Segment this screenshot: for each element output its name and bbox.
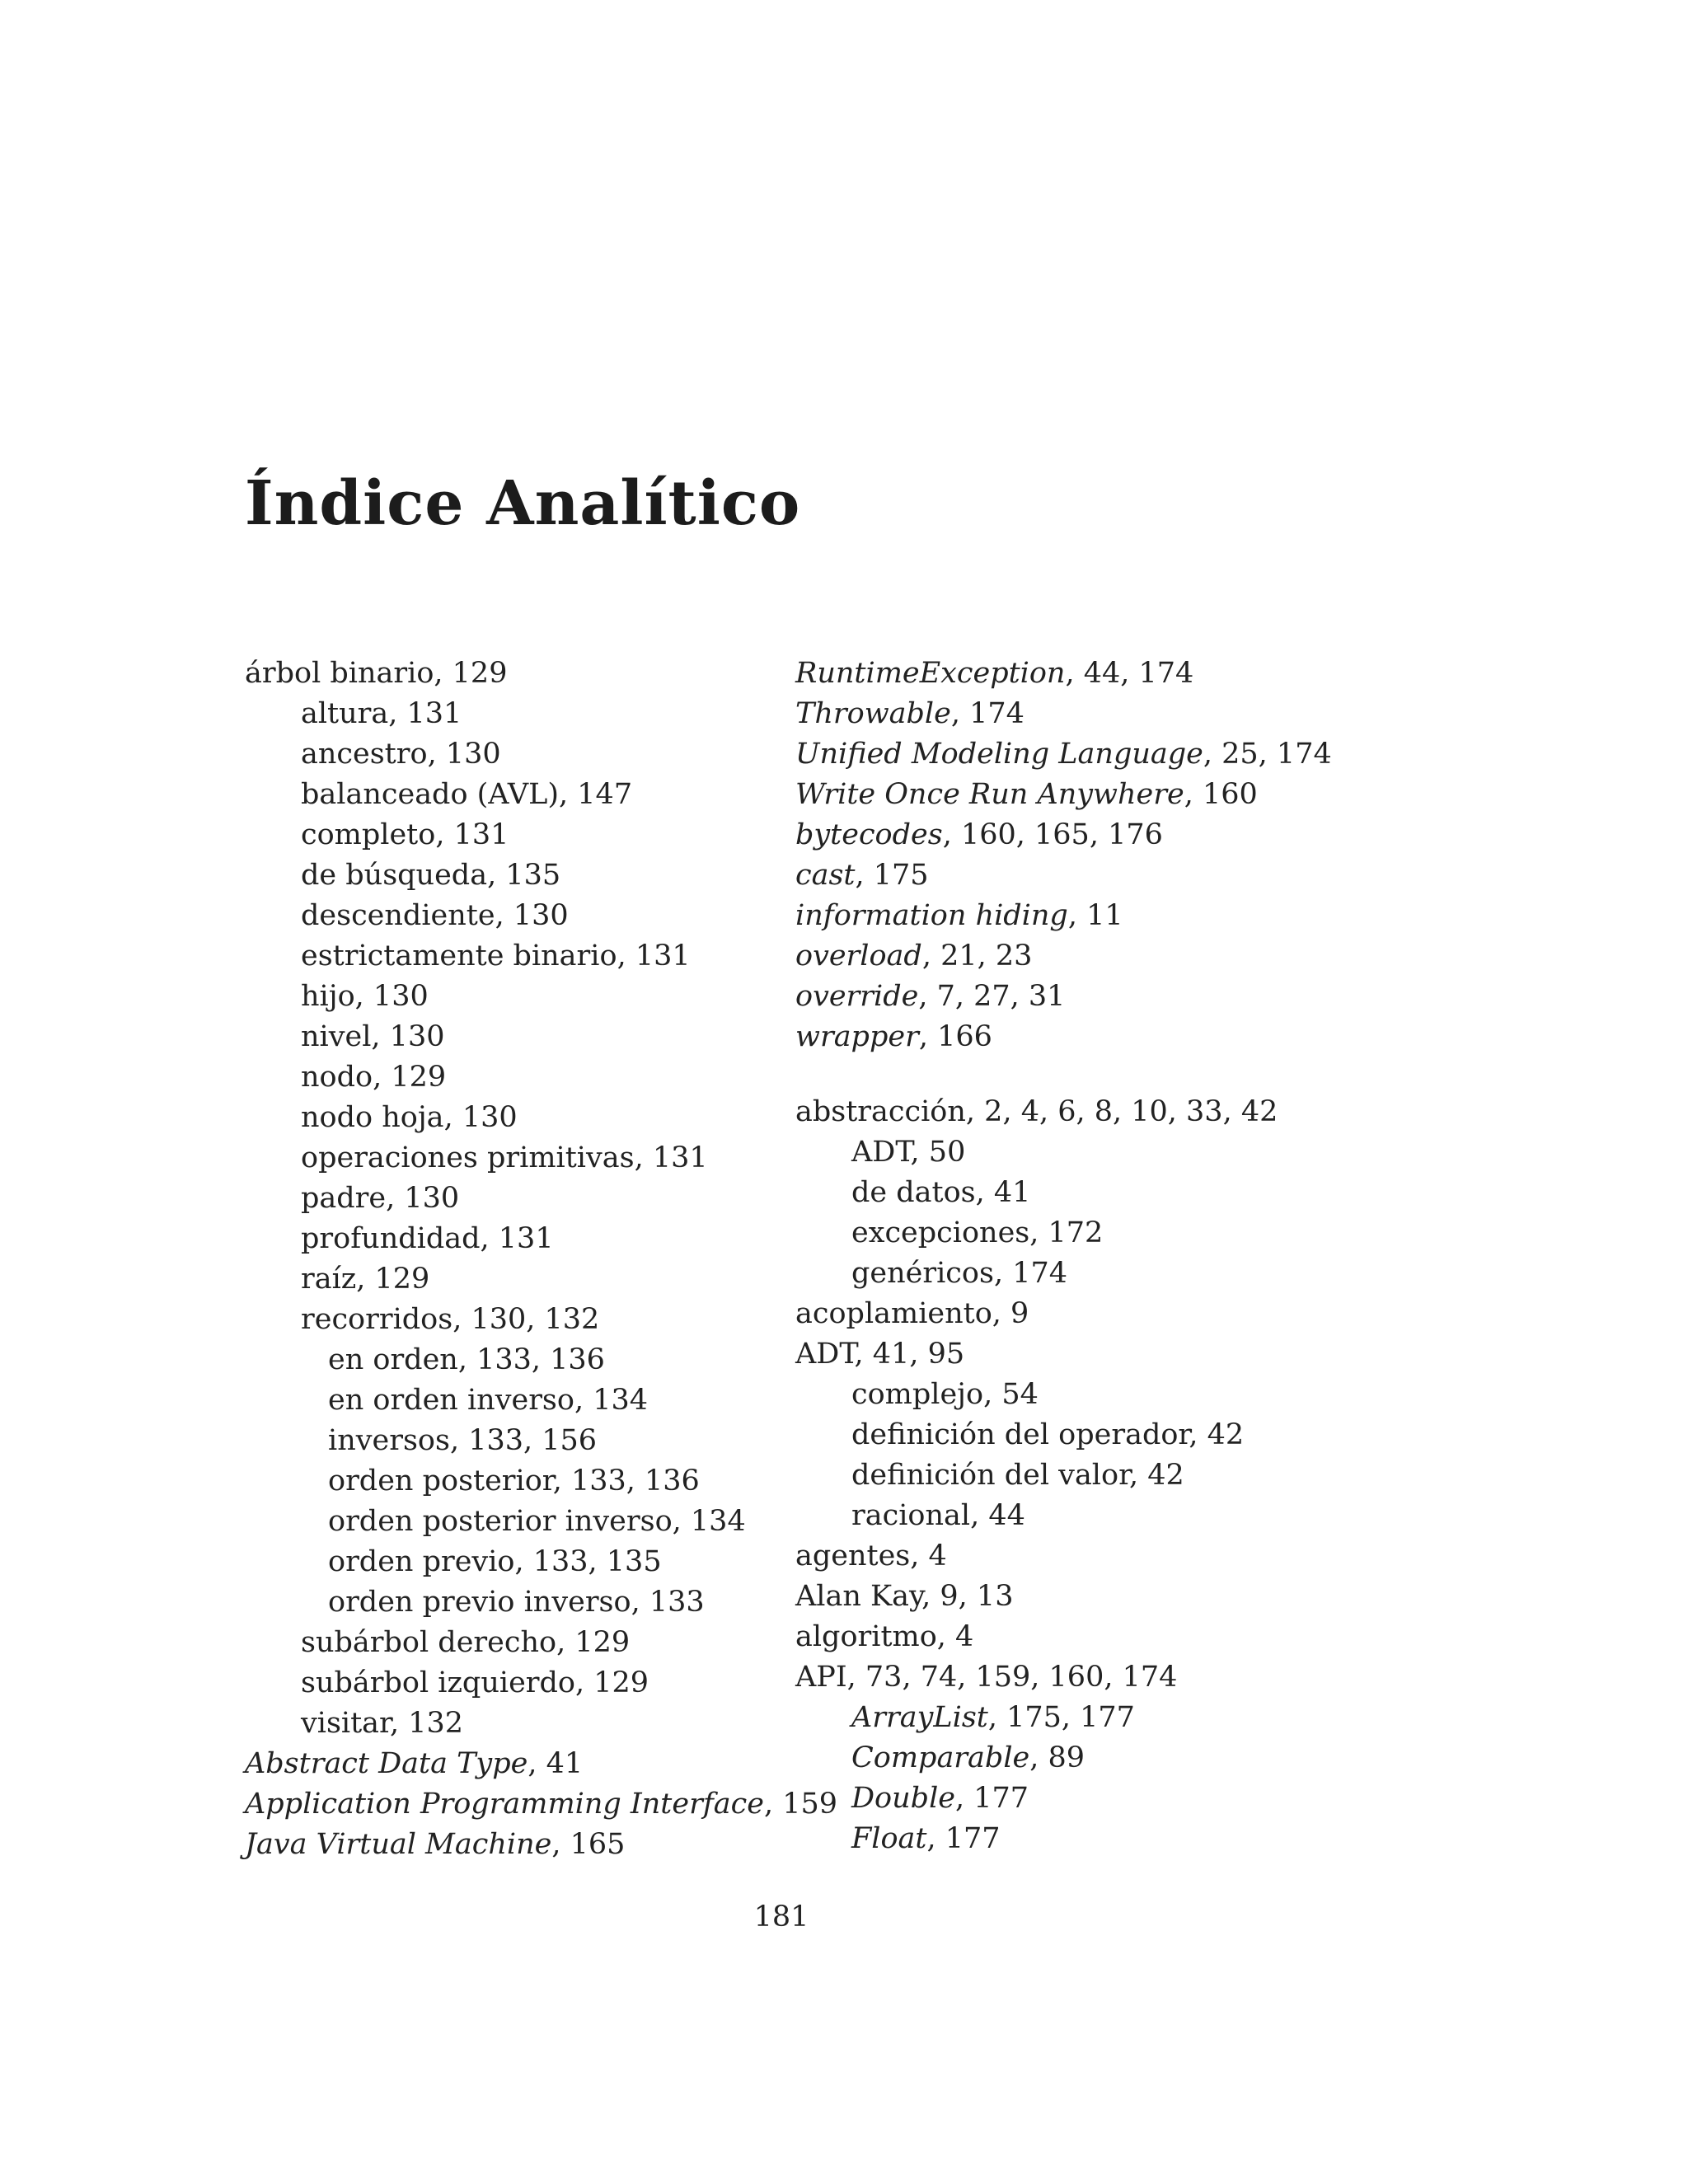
index-term: subárbol izquierdo bbox=[301, 1666, 575, 1699]
index-subentry bbox=[795, 1213, 1332, 1254]
index-page-refs: , 44, 174 bbox=[1065, 657, 1194, 690]
index-subentry bbox=[795, 1455, 1332, 1496]
index-page-refs: , 21, 23 bbox=[921, 940, 1033, 972]
index-term: de datos bbox=[851, 1176, 976, 1209]
index-entry bbox=[795, 977, 1332, 1017]
index-term: nodo hoja bbox=[301, 1101, 444, 1134]
index-entry bbox=[795, 815, 1332, 855]
index-page-refs: , 177 bbox=[926, 1822, 1001, 1855]
index-page-refs: , 130, 132 bbox=[452, 1303, 600, 1336]
index-term: Unified Modeling Language bbox=[795, 738, 1203, 771]
index-page-refs: , 132 bbox=[389, 1707, 464, 1740]
index-term: altura bbox=[301, 697, 389, 730]
index-term: cast bbox=[795, 859, 856, 892]
index-page-refs: , 25, 174 bbox=[1203, 738, 1332, 771]
index-term: nivel bbox=[301, 1020, 372, 1053]
index-term: hijo bbox=[301, 980, 355, 1013]
index-term: profundidad bbox=[301, 1222, 481, 1255]
index-term: ADT bbox=[795, 1338, 855, 1371]
index-term: ArrayList bbox=[851, 1701, 988, 1734]
index-page-refs: , 42 bbox=[1128, 1459, 1184, 1492]
index-term: Write Once Run Anywhere bbox=[795, 778, 1184, 811]
index-subentry bbox=[245, 1057, 837, 1098]
index-page-refs: , 4 bbox=[936, 1620, 974, 1653]
index-subentry bbox=[245, 694, 837, 734]
index-term: Comparable bbox=[851, 1741, 1030, 1774]
index-term: ancestro bbox=[301, 738, 428, 771]
index-page-refs: , 147 bbox=[559, 778, 633, 811]
index-subentry bbox=[795, 1496, 1332, 1536]
index-page-refs: , 133, 136 bbox=[457, 1343, 605, 1376]
index-entry bbox=[795, 1577, 1332, 1617]
index-page-refs: , 7, 27, 31 bbox=[918, 980, 1066, 1013]
index-page-refs: , 50 bbox=[910, 1136, 966, 1169]
index-page-refs: , 133 bbox=[631, 1586, 705, 1619]
index-subentry bbox=[245, 775, 837, 815]
index-term: orden posterior bbox=[328, 1465, 553, 1497]
index-term: racional bbox=[851, 1499, 971, 1532]
index-entry bbox=[795, 855, 1332, 896]
index-entry bbox=[795, 734, 1332, 775]
index-entry bbox=[245, 1825, 837, 1865]
index-page-refs: , 134 bbox=[574, 1384, 649, 1417]
index-page-refs: , 129 bbox=[356, 1263, 430, 1296]
index-page-refs: , 54 bbox=[983, 1378, 1039, 1411]
index-term: definición del valor bbox=[851, 1459, 1129, 1492]
index-page-refs: , 130 bbox=[427, 738, 501, 771]
index-page-refs: , 2, 4, 6, 8, 10, 33, 42 bbox=[965, 1095, 1278, 1128]
index-term: inversos bbox=[328, 1424, 450, 1457]
index-entry bbox=[795, 1092, 1332, 1132]
index-page-refs: , 11 bbox=[1067, 899, 1123, 932]
index-page-refs: , 133, 136 bbox=[552, 1465, 700, 1497]
index-entry bbox=[795, 1334, 1332, 1375]
page-title: Índice Analítico bbox=[245, 468, 801, 539]
index-subentry bbox=[245, 1623, 837, 1663]
index-term: abstracción bbox=[795, 1095, 966, 1128]
index-page-refs: , 174 bbox=[993, 1257, 1067, 1290]
index-entry bbox=[795, 1017, 1332, 1057]
index-subentry bbox=[245, 815, 837, 855]
index-term: orden previo inverso bbox=[328, 1586, 631, 1619]
index-page-refs: , 165 bbox=[551, 1828, 626, 1861]
index-subentry bbox=[245, 1421, 837, 1461]
index-subentry bbox=[245, 1582, 837, 1623]
index-subentry bbox=[245, 855, 837, 896]
index-term: orden previo bbox=[328, 1545, 515, 1578]
index-page-refs: , 131 bbox=[480, 1222, 554, 1255]
index-subentry bbox=[245, 1300, 837, 1340]
index-subentry bbox=[795, 1173, 1332, 1213]
index-entry bbox=[795, 1657, 1332, 1698]
index-subentry bbox=[245, 1502, 837, 1542]
index-page-refs: , 129 bbox=[373, 1061, 447, 1094]
index-page-refs: , 41 bbox=[975, 1176, 1031, 1209]
index-entry bbox=[795, 1294, 1332, 1334]
index-entry bbox=[795, 654, 1332, 694]
index-subentry bbox=[245, 1219, 837, 1259]
index-page-refs: , 41 bbox=[528, 1747, 584, 1780]
index-page-refs: , 42 bbox=[1189, 1418, 1245, 1451]
index-page-refs: , 130 bbox=[371, 1020, 445, 1053]
index-term: genéricos bbox=[851, 1257, 994, 1290]
index-subentry bbox=[795, 1779, 1332, 1819]
index-page-refs: , 174 bbox=[950, 697, 1025, 730]
index-page-refs: , 160 bbox=[1184, 778, 1258, 811]
index-page-refs: , 44 bbox=[970, 1499, 1025, 1532]
index-term: RuntimeException bbox=[795, 657, 1066, 690]
index-subentry bbox=[795, 1254, 1332, 1294]
index-subentry bbox=[245, 734, 837, 775]
index-page-refs: , 9, 13 bbox=[921, 1580, 1014, 1613]
index-term: agentes bbox=[795, 1540, 911, 1572]
index-subentry bbox=[245, 1179, 837, 1219]
index-page-refs: , 89 bbox=[1029, 1741, 1085, 1774]
index-term: override bbox=[795, 980, 919, 1013]
index-entry bbox=[795, 1617, 1332, 1657]
index-page-refs: , 129 bbox=[575, 1666, 649, 1699]
index-page-refs: , 131 bbox=[634, 1141, 708, 1174]
index-page-refs: , 134 bbox=[672, 1505, 746, 1538]
index-subentry bbox=[245, 1340, 837, 1380]
index-term: balanceado (AVL) bbox=[301, 778, 560, 811]
index-term: ADT bbox=[851, 1136, 911, 1169]
index-term: visitar bbox=[301, 1707, 390, 1740]
index-page-refs: , 129 bbox=[556, 1626, 631, 1659]
index-term: nodo bbox=[301, 1061, 373, 1094]
index-term: raíz bbox=[301, 1263, 357, 1296]
index-subentry bbox=[245, 896, 837, 936]
index-subentry bbox=[795, 1698, 1332, 1738]
index-page-refs: , 131 bbox=[435, 818, 509, 851]
index-page-refs: , 9 bbox=[992, 1297, 1029, 1330]
index-page-refs: , 175, 177 bbox=[987, 1701, 1135, 1734]
index-page-refs: , 177 bbox=[955, 1782, 1029, 1815]
index-term: en orden bbox=[328, 1343, 458, 1376]
page-number: 181 bbox=[753, 1900, 809, 1933]
index-entry bbox=[245, 1744, 837, 1784]
index-subentry bbox=[245, 1704, 837, 1744]
index-page-refs: , 130 bbox=[354, 980, 429, 1013]
index-entry bbox=[245, 1784, 837, 1825]
index-page-refs: , 133, 135 bbox=[514, 1545, 662, 1578]
index-term: algoritmo bbox=[795, 1620, 937, 1653]
index-page-refs: , 133, 156 bbox=[449, 1424, 598, 1457]
index-page-refs: , 166 bbox=[918, 1020, 992, 1053]
index-subentry bbox=[245, 1098, 837, 1138]
index-page-refs: , 175 bbox=[855, 859, 929, 892]
index-subentry bbox=[795, 1415, 1332, 1455]
index-entry bbox=[795, 694, 1332, 734]
index-term: wrapper bbox=[795, 1020, 919, 1053]
index-entry bbox=[795, 936, 1332, 977]
index-subentry bbox=[245, 1542, 837, 1582]
index-term: Java Virtual Machine bbox=[245, 1828, 552, 1861]
index-page-refs: , 159 bbox=[763, 1788, 838, 1821]
index-subentry bbox=[795, 1132, 1332, 1173]
index-term: bytecodes bbox=[795, 818, 943, 851]
index-subentry bbox=[245, 1017, 837, 1057]
index-term: recorridos bbox=[301, 1303, 453, 1336]
index-subentry bbox=[245, 1461, 837, 1502]
index-entry bbox=[795, 896, 1332, 936]
index-page-refs: , 41, 95 bbox=[854, 1338, 965, 1371]
index-group-gap bbox=[795, 1057, 1332, 1092]
index-term: acoplamiento bbox=[795, 1297, 992, 1330]
index-subentry bbox=[795, 1375, 1332, 1415]
index-term: completo bbox=[301, 818, 436, 851]
index-column-right bbox=[795, 654, 1332, 1859]
index-subentry bbox=[245, 977, 837, 1017]
index-entry bbox=[795, 775, 1332, 815]
index-subentry bbox=[795, 1819, 1332, 1859]
index-entry bbox=[795, 1536, 1332, 1577]
index-term: operaciones primitivas bbox=[301, 1141, 635, 1174]
index-entry bbox=[245, 654, 837, 694]
index-term: overload bbox=[795, 940, 922, 972]
index-term: en orden inverso bbox=[328, 1384, 574, 1417]
index-term: definición del operador bbox=[851, 1418, 1189, 1451]
index-page-refs: , 4 bbox=[910, 1540, 947, 1572]
index-page-refs: , 129 bbox=[434, 657, 508, 690]
index-term: API bbox=[795, 1661, 847, 1694]
index-term: de búsqueda bbox=[301, 859, 488, 892]
index-page-refs: , 172 bbox=[1029, 1216, 1104, 1249]
index-column-left bbox=[245, 654, 837, 1865]
index-term: descendiente bbox=[301, 899, 495, 932]
index-term: subárbol derecho bbox=[301, 1626, 557, 1659]
index-subentry bbox=[795, 1738, 1332, 1779]
index-term: estrictamente binario bbox=[301, 940, 617, 972]
index-subentry bbox=[245, 1138, 837, 1179]
index-page-refs: , 130 bbox=[443, 1101, 518, 1134]
index-page-refs: , 130 bbox=[386, 1182, 460, 1215]
index-term: Throwable bbox=[795, 697, 951, 730]
index-term: Abstract Data Type bbox=[245, 1747, 528, 1780]
index-term: information hiding bbox=[795, 899, 1068, 932]
index-term: complejo bbox=[851, 1378, 984, 1411]
index-term: Application Programming Interface bbox=[245, 1788, 764, 1821]
index-subentry bbox=[245, 1380, 837, 1421]
index-term: excepciones bbox=[851, 1216, 1030, 1249]
index-term: Alan Kay bbox=[795, 1580, 922, 1613]
index-term: árbol binario bbox=[245, 657, 434, 690]
index-page-refs: , 131 bbox=[388, 697, 462, 730]
index-term: padre bbox=[301, 1182, 387, 1215]
index-subentry bbox=[245, 936, 837, 977]
index-term: orden posterior inverso bbox=[328, 1505, 673, 1538]
index-page-refs: , 131 bbox=[617, 940, 691, 972]
index-page-refs: , 73, 74, 159, 160, 174 bbox=[846, 1661, 1178, 1694]
index-subentry bbox=[245, 1259, 837, 1300]
index-term: Double bbox=[851, 1782, 955, 1815]
index-subentry bbox=[245, 1663, 837, 1704]
index-page-refs: , 130 bbox=[495, 899, 569, 932]
index-page-refs: , 160, 165, 176 bbox=[942, 818, 1163, 851]
index-term: Float bbox=[851, 1822, 927, 1855]
index-page-refs: , 135 bbox=[487, 859, 561, 892]
